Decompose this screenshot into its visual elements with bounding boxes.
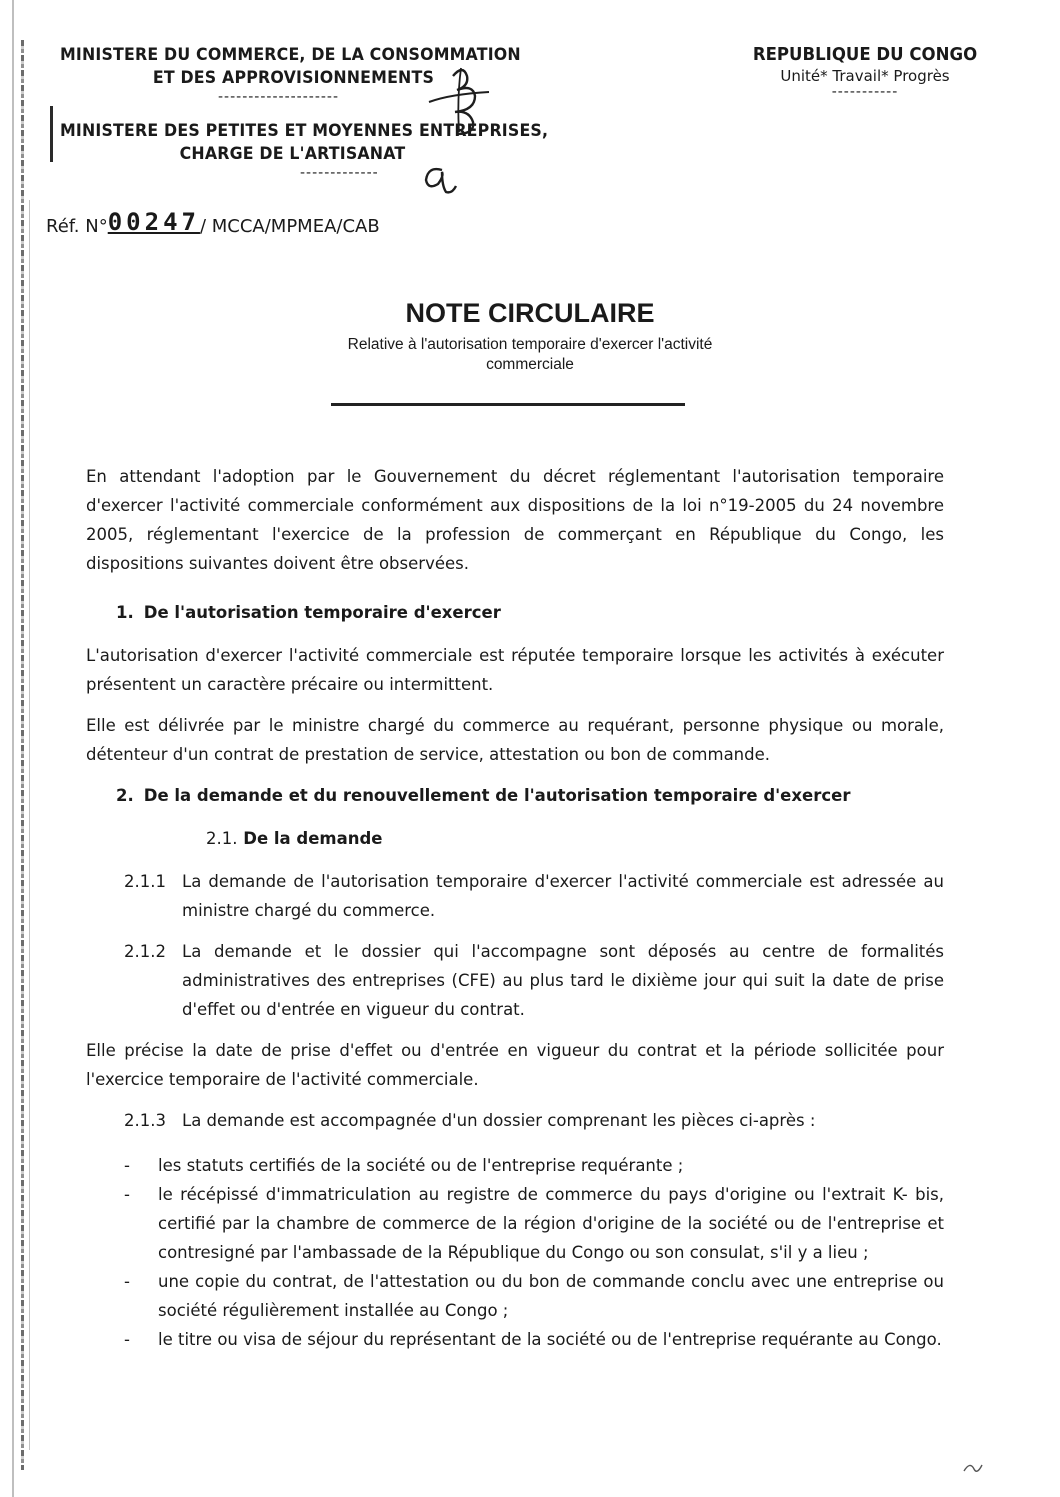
subtitle-line1: Relative à l'autorisation temporaire d'exercer l'activité xyxy=(347,336,713,353)
subsection-title: De la demande xyxy=(243,829,383,848)
item-text: La demande est accompagnée d'un dossier comprenant les pièces ci-après : xyxy=(182,1111,816,1130)
list-item xyxy=(124,1325,944,1354)
list-item-text: le titre ou visa de séjour du représentant de la société ou de l'entreprise requérante au Congo. xyxy=(158,1330,942,1349)
reference-suffix: / MCCA/MPMEA/CAB xyxy=(199,216,380,237)
dash-marker: - xyxy=(124,1185,130,1204)
dash-marker: - xyxy=(124,1272,130,1291)
paragraph: Elle précise la date de prise d'effet ou d'entrée en vigueur du contrat et la période sollicitée pour l'exercice temporaire de l'activité commerciale. xyxy=(86,1041,944,1089)
list-item-text: les statuts certifiés de la société ou de l'entreprise requérante ; xyxy=(158,1156,684,1175)
reference-line xyxy=(46,208,380,237)
paraph-mark xyxy=(960,1455,984,1479)
document-body xyxy=(86,462,944,1354)
subsection-heading xyxy=(206,824,944,853)
item-text: La demande de l'autorisation temporaire d'exercer l'activité commerciale est adressée au ministre chargé du commerce. xyxy=(182,872,944,920)
section-title: De l'autorisation temporaire d'exercer xyxy=(143,603,501,622)
section-number: 1. xyxy=(116,603,134,622)
list-item-text: le récépissé d'immatriculation au registre de commerce du pays d'origine ou l'extrait K- bis, certifié par la chambre de commerce de la région d'origine de la société ou de l'entreprise et contresigné par l'ambassade de la République du Congo ou son consulat, s'il y a lieu ; xyxy=(158,1185,944,1262)
paragraph: Elle est délivrée par le ministre chargé du commerce au requérant, personne physique ou morale, détenteur d'un contrat de prestation de service, attestation ou bon de commande. xyxy=(86,716,944,764)
separator-dashes: ------------- xyxy=(300,165,379,181)
handwritten-signature xyxy=(415,60,505,140)
scan-edge xyxy=(8,0,34,1497)
section-heading xyxy=(116,781,944,810)
title-block xyxy=(240,298,820,375)
subsection-number: 2.1. xyxy=(206,829,238,848)
dash-marker: - xyxy=(124,1156,130,1175)
margin-bracket xyxy=(50,106,59,162)
section-heading xyxy=(116,598,944,627)
section-title: De la demande et du renouvellement de l'autorisation temporaire d'exercer xyxy=(143,786,851,805)
reference-prefix: Réf. N° xyxy=(46,216,108,237)
title-rule xyxy=(331,403,685,406)
list-item xyxy=(124,1151,944,1180)
numbered-item xyxy=(124,867,944,925)
dash-marker: - xyxy=(124,1330,130,1349)
item-number: 2.1.1 xyxy=(124,872,166,891)
numbered-item xyxy=(124,1106,944,1135)
ministry-commerce-line2: ET DES APPROVISIONNEMENTS xyxy=(152,68,435,88)
list-item xyxy=(124,1180,944,1267)
republic-header xyxy=(740,44,990,99)
ministry-pme-line1: MINISTERE DES PETITES ET MOYENNES ENTREPRISES, xyxy=(60,121,549,141)
republic-motto: Unité* Travail* Progrès xyxy=(780,67,950,85)
list-item xyxy=(124,1267,944,1325)
document-subtitle xyxy=(240,335,820,375)
paragraph: L'autorisation d'exercer l'activité commerciale est réputée temporaire lorsque les activités à exécuter présentent un caractère précaire ou intermittent. xyxy=(86,646,944,694)
intro-paragraph: En attendant l'adoption par le Gouvernement du décret réglementant l'autorisation temporaire d'exercer l'activité commerciale conformément aux dispositions de la loi n°19-2005 du 24 novembre 2005, réglementant l'exercice de la profession de commerçant en République du Congo, les dispositions suivantes doivent être observées. xyxy=(86,467,944,573)
subtitle-line2: commerciale xyxy=(486,356,574,373)
numbered-item xyxy=(124,937,944,1024)
separator-dashes: ----------- xyxy=(831,84,899,100)
document-title: NOTE CIRCULAIRE xyxy=(405,298,655,328)
handwritten-initial xyxy=(418,160,458,196)
reference-number: 00247 xyxy=(107,208,200,236)
item-number: 2.1.3 xyxy=(124,1111,166,1130)
item-number: 2.1.2 xyxy=(124,942,166,961)
requirements-list xyxy=(124,1151,944,1354)
republic-name: REPUBLIQUE DU CONGO xyxy=(752,44,978,65)
section-number: 2. xyxy=(116,786,134,805)
ministry-commerce-line1: MINISTERE DU COMMERCE, DE LA CONSOMMATION xyxy=(60,45,521,65)
item-text: La demande et le dossier qui l'accompagne sont déposés au centre de formalités administratives des entreprises (CFE) au plus tard le dixième jour qui suit la date de prise d'effet ou d'entrée en vigueur du contrat. xyxy=(182,942,944,1019)
list-item-text: une copie du contrat, de l'attestation ou du bon de commande conclu avec une entreprise ou société régulièrement installée au Congo ; xyxy=(158,1272,944,1320)
separator-dashes: -------------------- xyxy=(218,89,340,105)
ministry-pme-line2: CHARGE DE L'ARTISANAT xyxy=(179,144,406,164)
